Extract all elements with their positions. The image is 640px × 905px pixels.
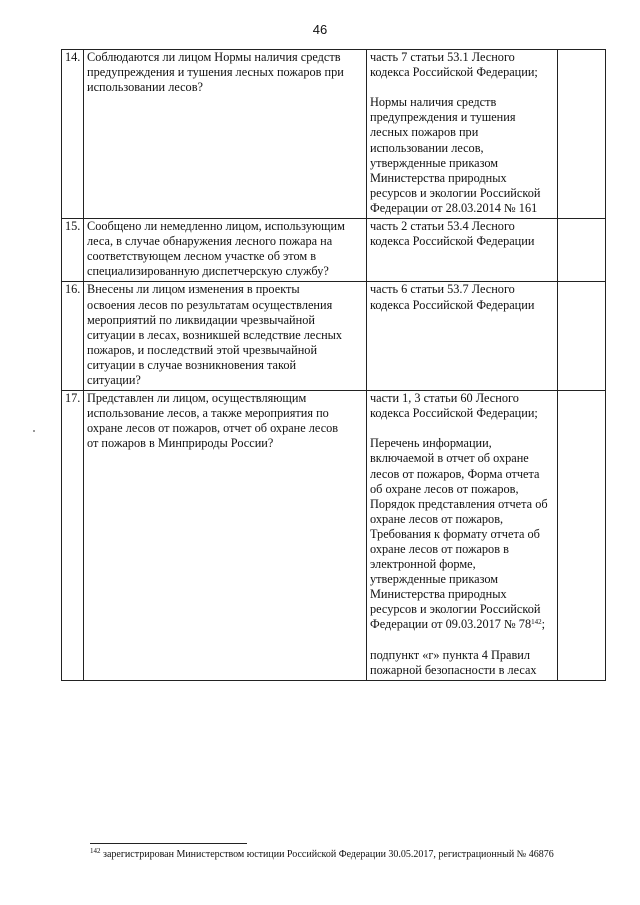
footnote-text: зарегистрирован Министерством юстиции Российской Федерации 30.05.2017, регистрационный № 46876 xyxy=(103,849,554,860)
page-number: 46 xyxy=(312,22,328,37)
table-row xyxy=(62,282,606,391)
table-row xyxy=(62,391,606,681)
legal-reference-text: части 1, 3 статьи 60 Лесного кодекса Российской Федерации; Перечень информации, включаемой в отчет об охране лесов от пожаров, Форма отчета об охране лесов от пожаров, Порядок представления отчета об охране лесов от пожаров, Требования к формату отчета об охране лесов от пожаров в электронной форме, утвержденные приказом Министерства природных ресурсов и экологии Российской Федерации от 09.03.2017 № 78 xyxy=(370,391,548,632)
row-number: 14. xyxy=(62,50,84,219)
answer-cell xyxy=(558,50,606,219)
row-number: 15. xyxy=(62,219,84,282)
footnote-marker: 142 xyxy=(90,847,101,855)
answer-cell xyxy=(558,219,606,282)
legal-reference-text-continued: ; подпункт «г» пункта 4 Правил пожарной безопасности в лесах xyxy=(370,617,546,677)
legal-reference-text: часть 7 статьи 53.1 Лесного кодекса Российской Федерации; Нормы наличия средств предупреждения и тушения лесных пожаров при использовании лесов, утвержденные приказом Министерства природных ресурсов и экологии Российской Федерации от 28.03.2014 № 161 xyxy=(370,50,541,215)
footnote-separator xyxy=(90,843,247,844)
scan-speck xyxy=(33,430,35,432)
question-cell: Внесены ли лицом изменения в проекты освоения лесов по результатам осуществления мероприятий по ликвидации чрезвычайной ситуации в лесах, возникшей вследствие лесных пожаров, и последствий этой чрезвычайной ситуации в случае возникновения такой ситуации? xyxy=(84,282,367,391)
question-cell: Представлен ли лицом, осуществляющим использование лесов, а также мероприятия по охране лесов от пожаров, отчет об охране лесов от пожаров в Минприроды России? xyxy=(84,391,367,681)
legal-reference-cell xyxy=(367,50,558,219)
question-cell: Сообщено ли немедленно лицом, использующим леса, в случае обнаружения лесного пожара на соответствующем лесном участке об этом в специализированную диспетчерскую службу? xyxy=(84,219,367,282)
legal-reference-text: часть 6 статьи 53.7 Лесного кодекса Российской Федерации xyxy=(370,282,535,312)
legal-reference-cell xyxy=(367,219,558,282)
question-cell: Соблюдаются ли лицом Нормы наличия средств предупреждения и тушения лесных пожаров при использовании лесов? xyxy=(84,50,367,219)
legal-reference-cell xyxy=(367,282,558,391)
answer-cell xyxy=(558,391,606,681)
table-row xyxy=(62,50,606,219)
legal-reference-cell xyxy=(367,391,558,681)
legal-reference-text: часть 2 статьи 53.4 Лесного кодекса Российской Федерации xyxy=(370,219,535,249)
table-row xyxy=(62,219,606,282)
row-number: 16. xyxy=(62,282,84,391)
footnote-reference: 142 xyxy=(531,618,542,627)
row-number: 17. xyxy=(62,391,84,681)
checklist-table xyxy=(61,49,606,681)
footnote xyxy=(90,849,610,861)
answer-cell xyxy=(558,282,606,391)
